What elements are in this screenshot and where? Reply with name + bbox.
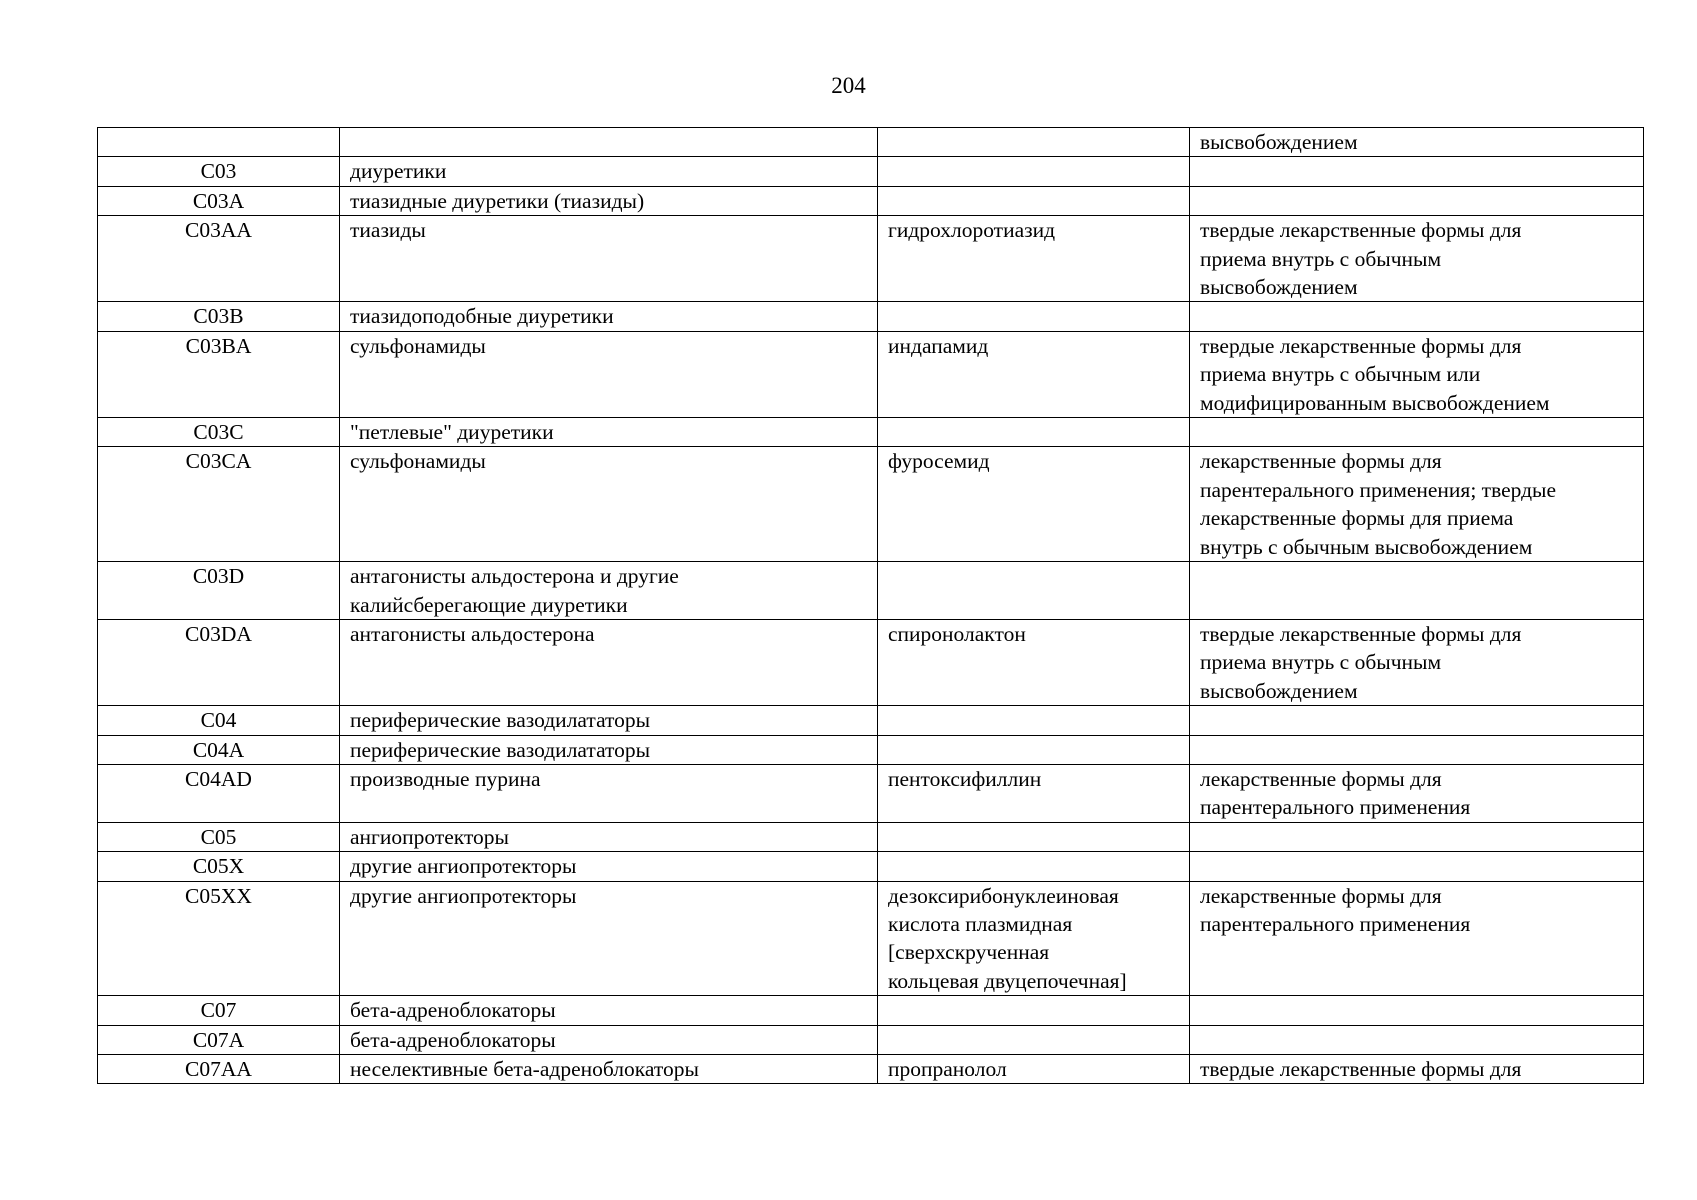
- table-row: [98, 302, 1644, 331]
- atc-code-cell: C05: [98, 822, 340, 851]
- dosage-form-cell: [1190, 157, 1644, 186]
- atc-code-cell: C03B: [98, 302, 340, 331]
- group-name-cell: тиазидные диуретики (тиазиды): [340, 186, 878, 215]
- table-row: [98, 764, 1644, 822]
- table-row: [98, 619, 1644, 705]
- dosage-form-cell: лекарственные формы для парентерального применения; твердые лекарственные формы для приема внутрь с обычным высвобождением: [1190, 447, 1644, 562]
- drug-name-cell: индапамид: [878, 331, 1190, 417]
- drug-name-cell: пентоксифиллин: [878, 764, 1190, 822]
- drug-name-cell: [878, 418, 1190, 447]
- group-name-cell: периферические вазодилататоры: [340, 735, 878, 764]
- table-row: [98, 186, 1644, 215]
- drug-name-cell: [878, 996, 1190, 1025]
- drug-name-cell: [878, 706, 1190, 735]
- group-name-cell: тиазиды: [340, 216, 878, 302]
- atc-code-cell: C04: [98, 706, 340, 735]
- dosage-form-cell: [1190, 996, 1644, 1025]
- atc-code-cell: C03CA: [98, 447, 340, 562]
- atc-code-cell: C03A: [98, 186, 340, 215]
- group-name-cell: сульфонамиды: [340, 331, 878, 417]
- dosage-form-cell: [1190, 302, 1644, 331]
- atc-code-cell: C04A: [98, 735, 340, 764]
- table-row: [98, 735, 1644, 764]
- group-name-cell: ангиопротекторы: [340, 822, 878, 851]
- group-name-cell: тиазидоподобные диуретики: [340, 302, 878, 331]
- atc-code-cell: C07: [98, 996, 340, 1025]
- table-row: [98, 331, 1644, 417]
- table-row: [98, 216, 1644, 302]
- atc-code-cell: C03DA: [98, 619, 340, 705]
- group-name-cell: производные пурина: [340, 764, 878, 822]
- table-row: [98, 128, 1644, 157]
- group-name-cell: бета-адреноблокаторы: [340, 1025, 878, 1054]
- group-name-cell: другие ангиопротекторы: [340, 881, 878, 996]
- drug-name-cell: фуросемид: [878, 447, 1190, 562]
- drug-name-cell: дезоксирибонуклеиновая кислота плазмидная [сверхскрученная кольцевая двуцепочечная]: [878, 881, 1190, 996]
- dosage-form-cell: [1190, 822, 1644, 851]
- atc-code-cell: C03C: [98, 418, 340, 447]
- dosage-form-cell: [1190, 706, 1644, 735]
- drug-name-cell: [878, 852, 1190, 881]
- table-row: [98, 447, 1644, 562]
- drug-name-cell: гидрохлоротиазид: [878, 216, 1190, 302]
- drug-name-cell: [878, 157, 1190, 186]
- group-name-cell: [340, 128, 878, 157]
- table-row: [98, 852, 1644, 881]
- group-name-cell: сульфонамиды: [340, 447, 878, 562]
- dosage-form-cell: твердые лекарственные формы для: [1190, 1055, 1644, 1084]
- atc-code-cell: C07A: [98, 1025, 340, 1054]
- drug-name-cell: [878, 735, 1190, 764]
- group-name-cell: антагонисты альдостерона: [340, 619, 878, 705]
- atc-code-cell: C05XX: [98, 881, 340, 996]
- atc-code-cell: C05X: [98, 852, 340, 881]
- drug-name-cell: пропранолол: [878, 1055, 1190, 1084]
- drug-name-cell: [878, 128, 1190, 157]
- atc-code-cell: C03BA: [98, 331, 340, 417]
- drug-name-cell: [878, 822, 1190, 851]
- group-name-cell: неселективные бета-адреноблокаторы: [340, 1055, 878, 1084]
- atc-code-cell: [98, 128, 340, 157]
- group-name-cell: антагонисты альдостерона и другие калийсберегающие диуретики: [340, 562, 878, 620]
- atc-code-cell: C07AA: [98, 1055, 340, 1084]
- dosage-form-cell: высвобождением: [1190, 128, 1644, 157]
- dosage-form-cell: [1190, 562, 1644, 620]
- atc-code-cell: C03D: [98, 562, 340, 620]
- dosage-form-cell: твердые лекарственные формы для приема внутрь с обычным или модифицированным высвобождением: [1190, 331, 1644, 417]
- dosage-form-cell: [1190, 735, 1644, 764]
- dosage-form-cell: лекарственные формы для парентерального применения: [1190, 881, 1644, 996]
- drug-name-cell: [878, 186, 1190, 215]
- table-row: [98, 822, 1644, 851]
- dosage-form-cell: [1190, 852, 1644, 881]
- table-row: [98, 1025, 1644, 1054]
- table-row: [98, 996, 1644, 1025]
- group-name-cell: другие ангиопротекторы: [340, 852, 878, 881]
- dosage-form-cell: [1190, 1025, 1644, 1054]
- group-name-cell: "петлевые" диуретики: [340, 418, 878, 447]
- table-body: [98, 128, 1644, 1084]
- table-row: [98, 1055, 1644, 1084]
- atc-code-cell: C03: [98, 157, 340, 186]
- atc-code-cell: C03AA: [98, 216, 340, 302]
- table-row: [98, 881, 1644, 996]
- group-name-cell: бета-адреноблокаторы: [340, 996, 878, 1025]
- table-row: [98, 706, 1644, 735]
- dosage-form-cell: твердые лекарственные формы для приема внутрь с обычным высвобождением: [1190, 619, 1644, 705]
- dosage-form-cell: лекарственные формы для парентерального применения: [1190, 764, 1644, 822]
- atc-code-cell: C04AD: [98, 764, 340, 822]
- drug-name-cell: спиронолактон: [878, 619, 1190, 705]
- table-row: [98, 157, 1644, 186]
- page-number: 204: [831, 73, 866, 98]
- drug-name-cell: [878, 562, 1190, 620]
- dosage-form-cell: [1190, 186, 1644, 215]
- group-name-cell: периферические вазодилататоры: [340, 706, 878, 735]
- drug-table: [97, 127, 1644, 1084]
- drug-name-cell: [878, 302, 1190, 331]
- table-row: [98, 562, 1644, 620]
- table-row: [98, 418, 1644, 447]
- dosage-form-cell: [1190, 418, 1644, 447]
- dosage-form-cell: твердые лекарственные формы для приема внутрь с обычным высвобождением: [1190, 216, 1644, 302]
- drug-name-cell: [878, 1025, 1190, 1054]
- group-name-cell: диуретики: [340, 157, 878, 186]
